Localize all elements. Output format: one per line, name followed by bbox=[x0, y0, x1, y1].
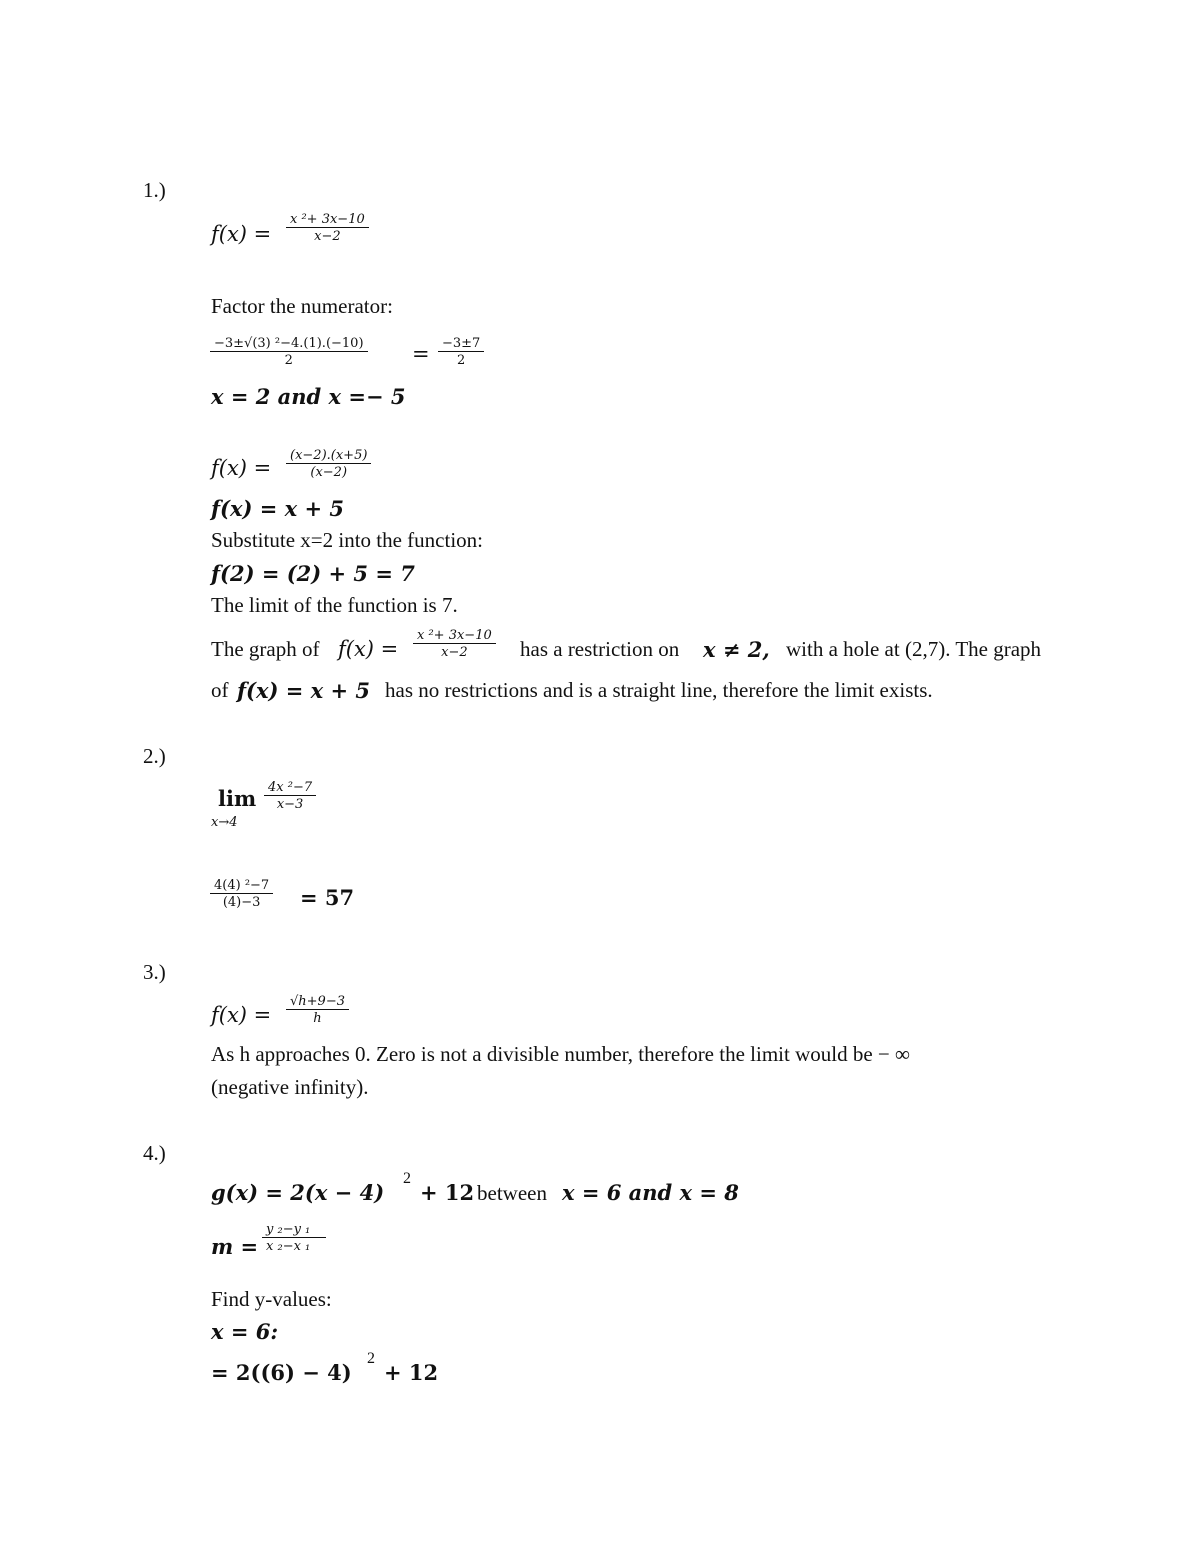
quadratic-result-fraction bbox=[438, 336, 484, 368]
restriction: x ≠ 2, bbox=[703, 637, 770, 662]
find-instruction: Find y-values: bbox=[211, 1287, 332, 1311]
graph-text-start: The graph of bbox=[211, 637, 320, 661]
between-word: between bbox=[477, 1181, 547, 1205]
limit-operator: lim bbox=[218, 786, 257, 811]
question-3-label: 3.) bbox=[143, 960, 166, 984]
evaluation-fraction bbox=[210, 878, 273, 910]
simplified-function: f(x) = x + 5 bbox=[211, 496, 344, 521]
graph-line2-end: has no restrictions and is a straight line, therefore the limit exists. bbox=[385, 678, 933, 702]
x-value: x = 6: bbox=[211, 1319, 279, 1344]
fraction-numerator: 4x ²−7 bbox=[268, 780, 313, 795]
graph-line2-function: f(x) = x + 5 bbox=[237, 678, 370, 703]
fraction-numerator: x ²+ 3x−10 bbox=[290, 212, 365, 227]
fraction-numerator: y ₂−y ₁ bbox=[266, 1222, 311, 1237]
question-2-label: 2.) bbox=[143, 744, 166, 768]
factored-fraction bbox=[286, 448, 371, 480]
fraction-denominator: 2 bbox=[210, 351, 368, 368]
graph-function: f(x) = bbox=[338, 637, 399, 661]
explanation-line-2: (negative infinity). bbox=[211, 1075, 369, 1099]
explanation-line-1: As h approaches 0. Zero is not a divisible number, therefore the limit would be − ∞ bbox=[211, 1042, 910, 1066]
function-fraction bbox=[286, 212, 369, 244]
interval: x = 6 and x = 8 bbox=[562, 1180, 739, 1205]
fraction-numerator: (x−2).(x+5) bbox=[290, 448, 368, 463]
fraction-numerator: √h+9−3 bbox=[290, 994, 345, 1009]
fraction-numerator: 4(4) ²−7 bbox=[214, 878, 270, 893]
calculation: = 2((6) − 4) bbox=[211, 1360, 352, 1385]
fraction-denominator: x−2 bbox=[413, 643, 496, 660]
calculation-exponent: 2 bbox=[367, 1350, 375, 1367]
limit-subscript: x→4 bbox=[211, 815, 238, 830]
limit-statement: The limit of the function is 7. bbox=[211, 593, 458, 617]
graph-line2-start: of bbox=[211, 678, 229, 702]
fraction-numerator: −3±7 bbox=[442, 336, 481, 351]
question-1-label: 1.) bbox=[143, 178, 166, 202]
evaluation: f(2) = (2) + 5 = 7 bbox=[211, 561, 415, 586]
fraction-denominator: 2 bbox=[438, 351, 484, 368]
fraction-numerator: x ²+ 3x−10 bbox=[417, 628, 492, 643]
function-g-constant: + 12 bbox=[420, 1180, 475, 1205]
function-definition-factored: f(x) = bbox=[211, 456, 272, 480]
evaluation-result: = 57 bbox=[300, 885, 355, 910]
function-g: g(x) = 2(x − 4) bbox=[211, 1180, 385, 1205]
function-definition: f(x) = bbox=[211, 222, 272, 246]
function-g-exponent: 2 bbox=[403, 1170, 411, 1187]
roots-statement: x = 2 and x =− 5 bbox=[211, 384, 406, 409]
graph-fraction bbox=[413, 628, 496, 660]
function-definition: f(x) = bbox=[211, 1003, 272, 1027]
fraction-denominator: (4)−3 bbox=[210, 893, 273, 910]
graph-text-middle: has a restriction on bbox=[520, 637, 680, 661]
equals-sign: = bbox=[412, 342, 430, 366]
fraction-denominator: x−3 bbox=[264, 795, 316, 812]
factor-instruction: Factor the numerator: bbox=[211, 294, 393, 318]
graph-text-end: with a hole at (2,7). The graph bbox=[786, 637, 1042, 661]
fraction-numerator: −3±√(3) ²−4.(1).(−10) bbox=[214, 336, 364, 351]
fraction-denominator: (x−2) bbox=[286, 463, 371, 480]
function-fraction bbox=[286, 994, 349, 1026]
question-4-label: 4.) bbox=[143, 1141, 166, 1165]
slope-label: m = bbox=[211, 1234, 259, 1259]
slope-fraction bbox=[262, 1222, 326, 1254]
limit-fraction bbox=[264, 780, 316, 812]
fraction-denominator: h bbox=[286, 1009, 349, 1026]
quadratic-formula-fraction bbox=[210, 336, 368, 368]
calculation-constant: + 12 bbox=[384, 1360, 439, 1385]
fraction-denominator: x−2 bbox=[286, 227, 369, 244]
substitute-instruction: Substitute x=2 into the function: bbox=[211, 528, 483, 552]
fraction-denominator: x ₂−x ₁ bbox=[262, 1237, 326, 1254]
